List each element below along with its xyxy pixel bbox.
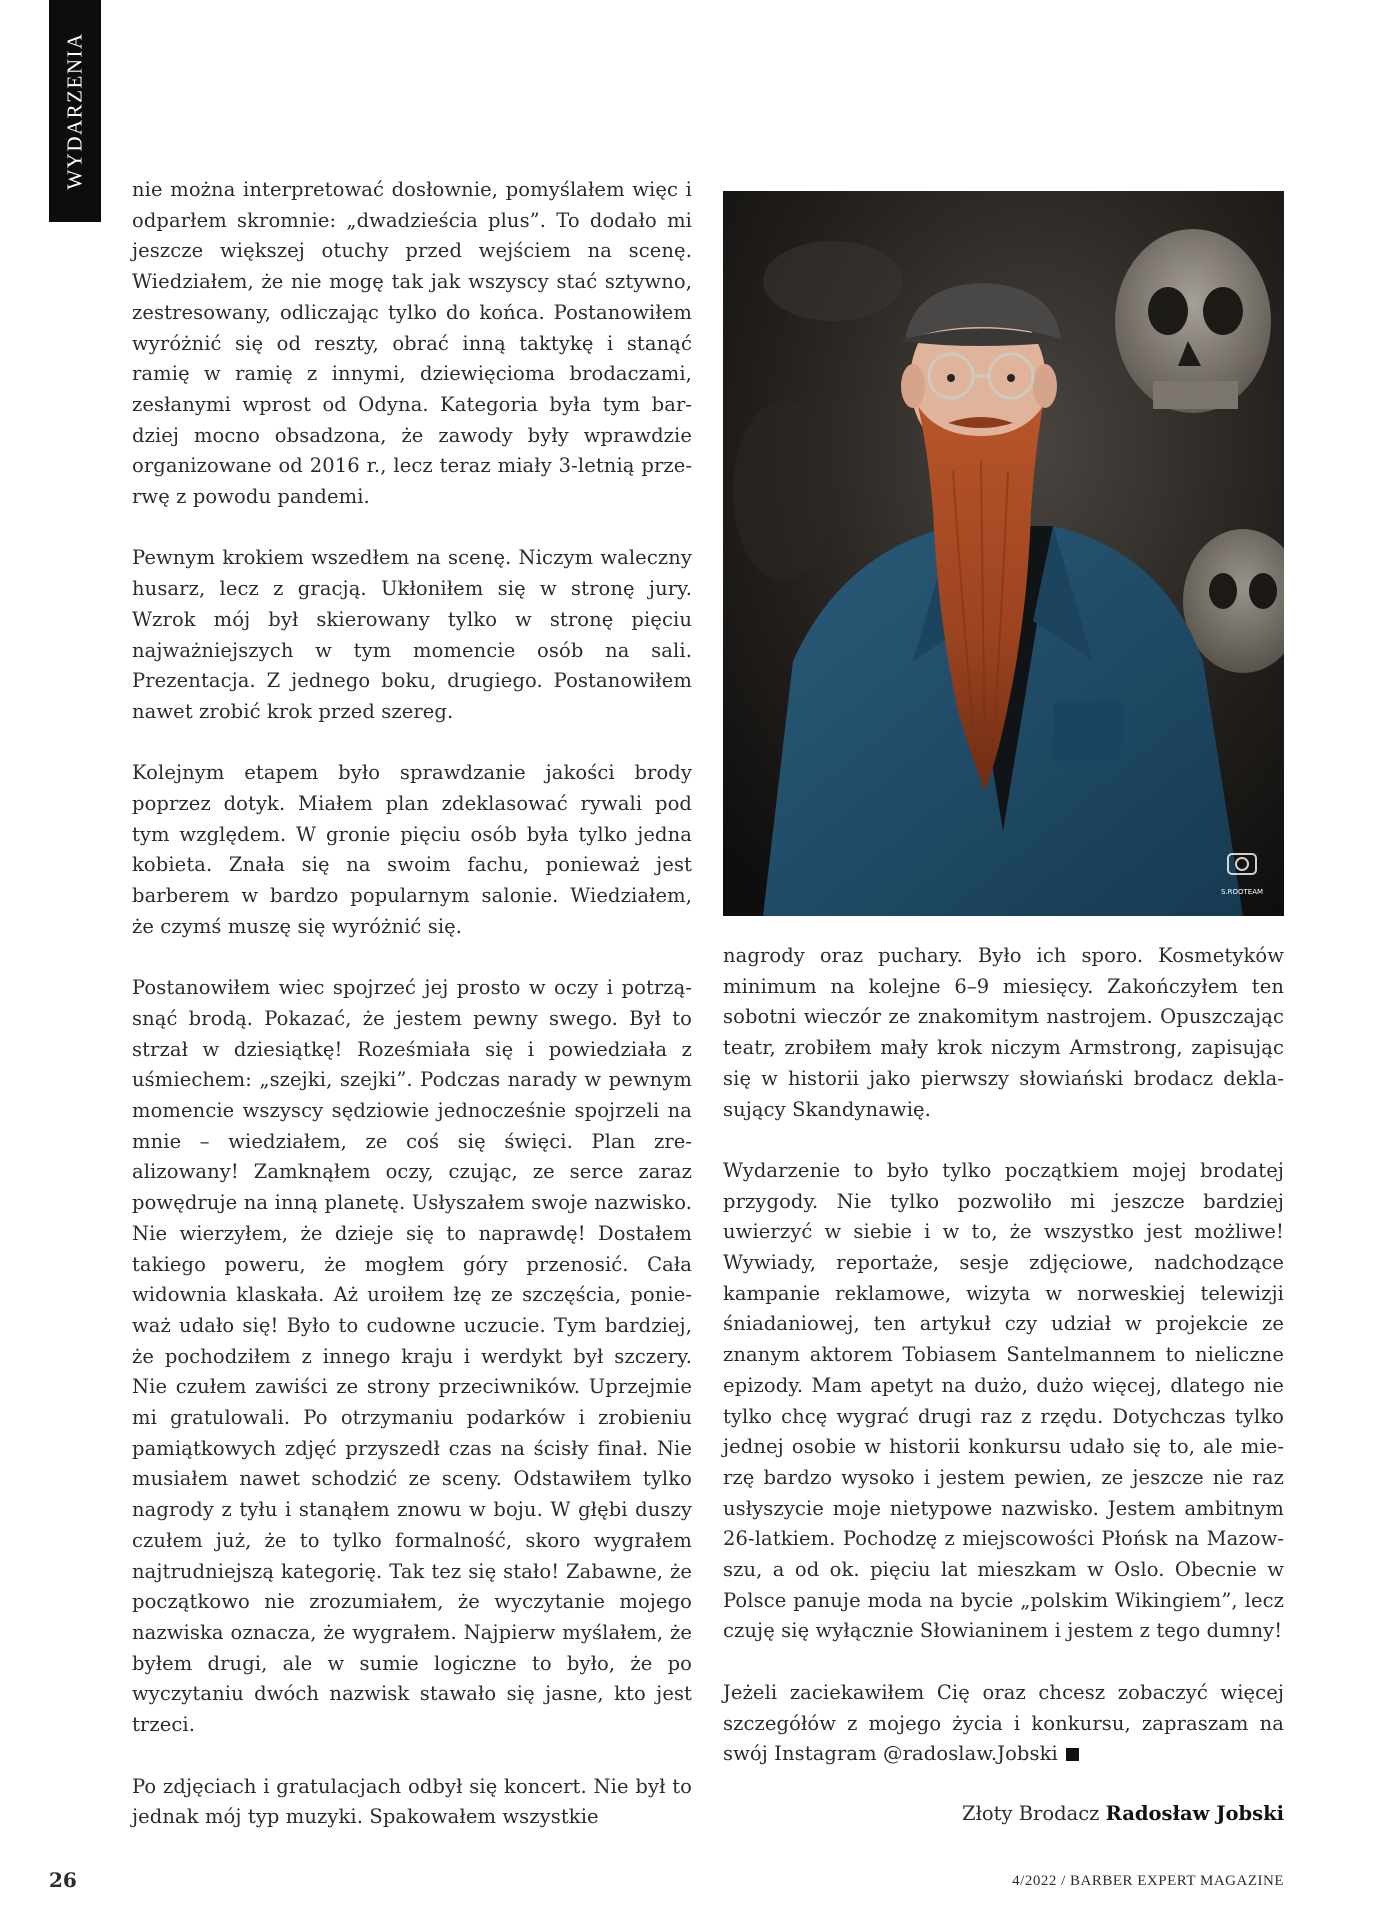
author-name: Radosław Jobski <box>1105 1802 1284 1825</box>
paragraph: Wydarzenie to było tylko początkiem mojej brodatej przygody. Nie tylko pozwoliło mi jeszcze bardziej uwierzyć w siebie i w to, że wszystko jest możliwe! Wywiady, reportaże, sesje zdjęciowe, nadchodzące kampanie reklamowe, wizyta w norweskiej telewizji śniadaniowej, ten artykuł czy udział w projekcie ze znanym aktorem Tobiasem Santelmannem to nieliczne epizody. Mam apetyt na dużo, dużo więcej, dlatego nie tylko chcę wygrać drugi raz z rzędu. Dotychczas tylko jednej osobie w historii konkursu udało się to, ale mierzę bardzo wysoko i jestem pewien, ze jeszcze nie raz usłyszycie moje nietypowe nazwisko. Jestem ambitnym 26-latkiem. Pochodzę z miejscowości Płońsk na Mazowszu, a od ok. pięciu lat mieszkam w Oslo. Obecnie w Polsce panuje moda na bycie „polskim Wikingiem”, lecz czuję się wyłącznie Słowianinem i jestem z tego dumny! <box>723 1158 1284 1643</box>
right-column <box>723 941 1284 1801</box>
paragraph-closing <box>723 1678 1284 1770</box>
left-column <box>132 175 692 1864</box>
paragraph: Postanowiłem wiec spojrzeć jej prosto w oczy i potrząsnąć brodą. Pokazać, że jestem pewny swego. Był to strzał w dziesiątkę! Roześmiała się i powiedziała z uśmiechem: „szejki, szejki”. Podczas narady w pewnym momencie wszyscy sędziowie jednocześnie spojrzeli na mnie – wiedziałem, ze coś się święci. Plan zrealizowany! Zamknąłem oczy, czując, ze serce zaraz powędruje na inną planetę. Usłyszałem swoje nazwisko. Nie wierzyłem, że dzieje się to naprawdę! Dostałem takiego poweru, że mogłem góry przenosić. Cała widownia klaskała. Aż uroiłem łzę ze szczęścia, ponieważ udało się! Było to cudowne uczucie. Tym bardziej, że pochodziłem z innego kraju i werdykt był szczery. Nie czułem zawiści ze strony przeciwników. Uprzejmie mi gratulowali. Po otrzymaniu podarków i zrobieniu pamiątkowych zdjęć przyszedł czas na ścisły finał. Nie musiałem nawet schodzić ze sceny. Odstawiłem tylko nagrody z tyłu i stanąłem znowu w boju. W głębi duszy czułem już, że to tylko formalność, skoro wygrałem najtrudniejszą kategorię. Tak tez się stało! Zabawne, że początkowo nie zrozumiałem, że wyczytanie mojego nazwiska oznacza, że wygrałem. Najpierw myślałem, że byłem drugi, ale w sumie logiczne to było, że po wyczytaniu dwóch nazwisk stawało się jasne, kto jest trzeci. <box>132 976 692 1737</box>
portrait-photo <box>723 191 1284 916</box>
section-tab <box>49 0 101 222</box>
author-title: Złoty Brodacz <box>962 1802 1100 1825</box>
paragraph: nie można interpretować dosłownie, pomyślałem więc i odparłem skromnie: „dwadzieścia plus”. To dodało mi jeszcze większej otuchy przed wejściem na scenę. Wiedziałem, że nie mogę tak jak wszyscy stać sztywno, zestresowany, odliczając tylko do końca. Postanowiłem wyróżnić się od reszty, obrać inną taktykę i stanąć ramię w ramię z innymi, dziewięcioma brodaczami, zesłanymi wprost od Odyna. Kategoria była tym bardziej mocno obsadzona, że zawody były wprawdzie organizowane od 2016 r., lecz teraz miały 3-letnią przerwę z powodu pandemi. <box>132 178 692 509</box>
paragraph: Kolejnym etapem było sprawdzanie jakości brody poprzez dotyk. Miałem plan zdeklasować rywali pod tym względem. W gronie pięciu osób była tylko jedna kobieta. Znała się na swoim fachu, ponieważ jest barberem w bardzo popularnym salonie. Wiedziałem, że czymś muszę się wyróżnić się. <box>132 761 692 938</box>
magazine-footer: 4/2022 / BARBER EXPERT MAGAZINE <box>1012 1873 1284 1889</box>
closing-text: Jeżeli zaciekawiłem Cię oraz chcesz zobaczyć więcej szczegółów z mojego życia i konkursu, zapraszam na swój Instagram @radoslaw.Jobski <box>723 1680 1284 1766</box>
end-mark-icon <box>1066 1748 1079 1761</box>
paragraph: Pewnym krokiem wszedłem na scenę. Niczym waleczny husarz, lecz z gracją. Ukłoniłem się w stronę jury. Wzrok mój był skierowany tylko w stronę pięciu najważniejszych w tym momencie osób na sali. Prezentacja. Z jednego boku, drugiego. Postanowiłem nawet zrobić krok przed szereg. <box>132 546 692 723</box>
paragraph: nagrody oraz puchary. Było ich sporo. Kosmetyków minimum na kolejne 6–9 miesięcy. Zakończyłem ten sobotni wieczór ze znakomitym nastrojem. Opuszczając teatr, zrobiłem mały krok niczym Armstrong, zapisując się w historii jako pierwszy słowiański brodacz deklasujący Skandynawię. <box>723 944 1284 1121</box>
portrait-illustration <box>723 191 1284 916</box>
paragraph: Po zdjęciach i gratulacjach odbył się koncert. Nie był to jednak mój typ muzyki. Spakowałem wszystkie <box>132 1774 692 1829</box>
photo-watermark: S.ROOTEAM <box>1220 888 1264 896</box>
author-signature <box>723 1799 1284 1829</box>
page-number: 26 <box>49 1868 77 1892</box>
section-label: WYDARZENIA <box>62 32 87 190</box>
